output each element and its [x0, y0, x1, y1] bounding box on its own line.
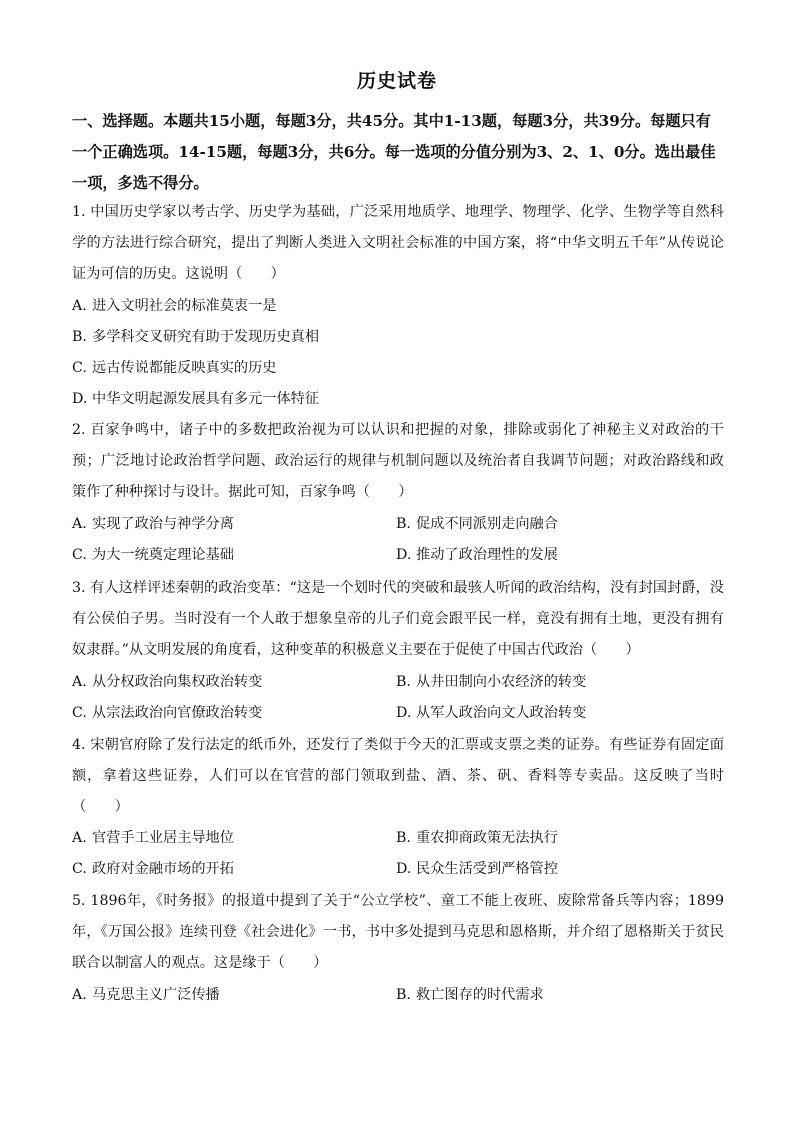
- option-text: 促成不同派别走向融合: [416, 516, 558, 532]
- question-2-option-a[interactable]: [72, 514, 234, 534]
- option-letter: B.: [396, 674, 411, 690]
- option-letter: B.: [396, 830, 411, 846]
- option-letter: A.: [72, 298, 87, 314]
- question-5-option-b[interactable]: [396, 985, 544, 1005]
- option-letter: B.: [72, 329, 87, 345]
- section-instructions: 一、选择题。本题共15小题，每题3分，共45分。其中1-13题，每题3分，共39分。每题只有一个正确选项。14-15题，每题3分，共6分。每一选项的分值分别为3、2、1、0分。选出最佳一项，多选不得分。: [72, 112, 716, 192]
- option-text: 多学科交叉研究有助于发现历史真相: [92, 329, 320, 345]
- option-text: 远古传说都能反映真实的历史: [92, 360, 277, 376]
- question-2-option-c[interactable]: [72, 545, 234, 565]
- page-title: 历史试卷: [356, 70, 437, 92]
- question-4-stem: 4. 宋朝官府除了发行法定的纸币外，还发行了类似于今天的汇票或支票之类的证券。有些证券有固定面额，拿着这些证券，人们可以在官营的部门领取到盐、酒、茶、矾、香料等专卖品。这反映了当时（ ）: [72, 737, 724, 815]
- option-letter: B.: [396, 987, 411, 1003]
- option-text: 从宗法政治向官僚政治转变: [92, 705, 263, 721]
- question-3-option-c[interactable]: [72, 703, 262, 723]
- question-5-option-a[interactable]: [72, 985, 220, 1005]
- question-3-option-a[interactable]: [72, 672, 262, 692]
- question-4-option-a[interactable]: [72, 828, 234, 848]
- option-letter: D.: [396, 705, 412, 721]
- option-letter: A.: [72, 987, 87, 1003]
- question-2-option-b[interactable]: [396, 514, 558, 534]
- option-text: 政府对金融市场的开拓: [92, 861, 234, 877]
- question-1-option-a[interactable]: [72, 296, 276, 316]
- question-1-stem: 1. 中国历史学家以考古学、历史学为基础，广泛采用地质学、地理学、物理学、化学、生物学等自然科学的方法进行综合研究，提出了判断人类进入文明社会标准的中国方案，将“中华文明五千年”从传说论证为可信的历史。这说明（ ）: [72, 204, 724, 282]
- option-letter: A.: [72, 516, 87, 532]
- option-text: 从井田制向小农经济的转变: [416, 674, 587, 690]
- option-letter: C.: [72, 547, 87, 563]
- option-letter: C.: [72, 705, 87, 721]
- option-letter: C.: [72, 360, 87, 376]
- question-1-option-b[interactable]: [72, 327, 319, 347]
- option-text: 为大一统奠定理论基础: [92, 547, 234, 563]
- option-text: 实现了政治与神学分离: [92, 516, 234, 532]
- question-2-option-d[interactable]: [396, 545, 558, 565]
- option-text: 从分权政治向集权政治转变: [92, 674, 263, 690]
- option-letter: A.: [72, 674, 87, 690]
- question-4-option-d[interactable]: [396, 859, 558, 879]
- question-3-option-b[interactable]: [396, 672, 586, 692]
- option-text: 官营手工业居主导地位: [92, 830, 234, 846]
- option-letter: D.: [72, 391, 88, 407]
- option-letter: D.: [396, 861, 412, 877]
- option-letter: B.: [396, 516, 411, 532]
- question-2-stem: 2. 百家争鸣中，诸子中的多数把政治视为可以认识和把握的对象，排除或弱化了神秘主义对政治的干预；广泛地讨论政治哲学问题、政治运行的规律与机制问题以及统治者自我调节问题；对政治路线和政策作了种种探讨与设计。据此可知，百家争鸣（ ）: [72, 422, 724, 500]
- question-1-option-c[interactable]: [72, 358, 276, 378]
- option-text: 民众生活受到严格管控: [416, 861, 558, 877]
- option-text: 进入文明社会的标准莫衷一是: [92, 298, 277, 314]
- question-3-stem: 3. 有人这样评述秦朝的政治变革：“这是一个划时代的突破和最骇人听闻的政治结构，没有封国封爵，没有公侯伯子男。当时没有一个人敢于想象皇帝的儿子们竟会跟平民一样，竟没有拥有土地，更没有拥有奴隶群。”从文明发展的角度看，这种变革的积极意义主要在于促使了中国古代政治（ ）: [72, 580, 724, 658]
- question-5-stem: 5. 1896年，《时务报》的报道中提到了关于“公立学校”、童工不能上夜班、废除常备兵等内容；1899年，《万国公报》连续刊登《社会进化》一书，书中多处提到马克思和恩格斯，并介绍了恩格斯关于贫民联合以制富人的观点。这是缘于（ ）: [72, 893, 724, 971]
- question-1-option-d[interactable]: [72, 389, 319, 409]
- option-text: 救亡图存的时代需求: [416, 987, 544, 1003]
- option-letter: C.: [72, 861, 87, 877]
- option-text: 重农抑商政策无法执行: [416, 830, 558, 846]
- option-text: 中华文明起源发展具有多元一体特征: [92, 391, 320, 407]
- option-text: 从军人政治向文人政治转变: [416, 705, 587, 721]
- question-4-option-b[interactable]: [396, 828, 558, 848]
- question-3-option-d[interactable]: [396, 703, 586, 723]
- question-4-option-c[interactable]: [72, 859, 234, 879]
- option-letter: D.: [396, 547, 412, 563]
- option-letter: A.: [72, 830, 87, 846]
- option-text: 推动了政治理性的发展: [416, 547, 558, 563]
- option-text: 马克思主义广泛传播: [92, 987, 220, 1003]
